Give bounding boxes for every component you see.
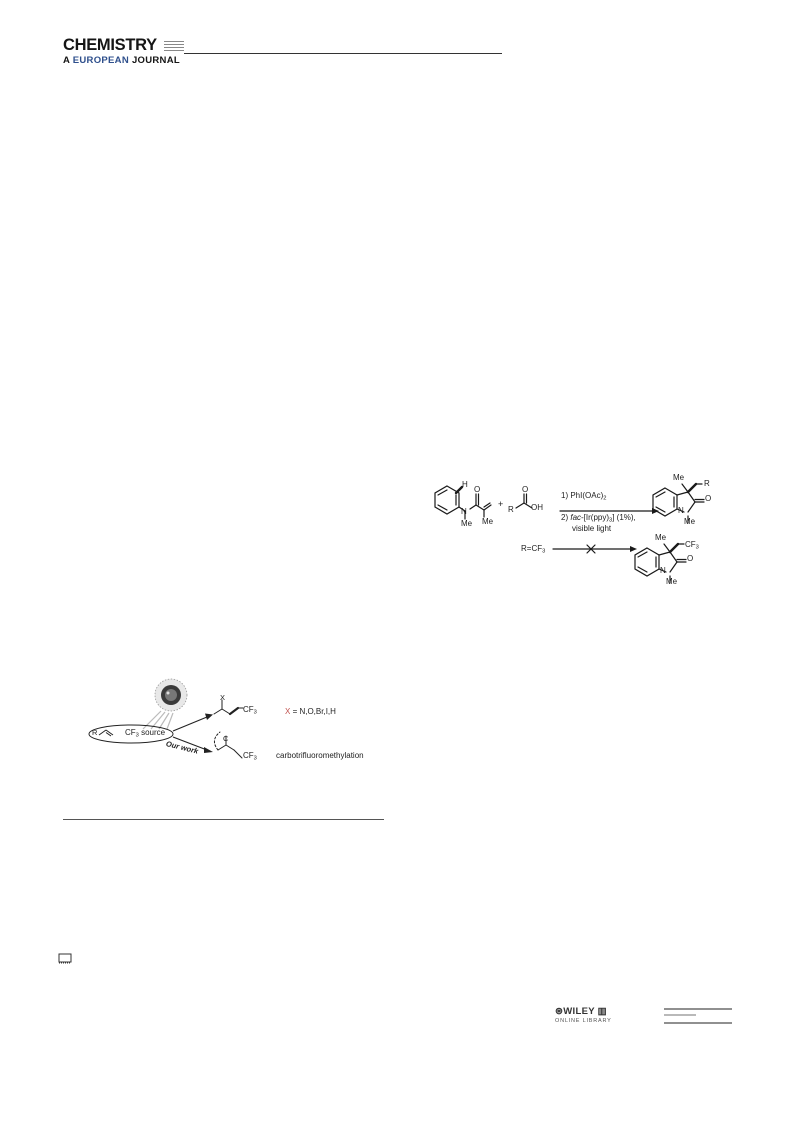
our-work-label: Our work [165,739,200,756]
sun-icon [155,679,187,711]
product1-r-label: R [704,479,710,488]
wiley-online-library-logo: ⊛WILEY ▥ ONLINE LIBRARY [555,1006,612,1024]
r-equals-cf3-label: $R=CF_3$ [521,544,546,555]
product-c-label: C [223,734,229,743]
product2-me-label: Me [655,533,667,542]
footnote-marker-icon [58,953,72,964]
product2-n-methyl-label: Me [666,577,678,586]
journal-title-underline [164,41,184,53]
acid-oh-label: OH [531,503,543,512]
condition-step-1: 1) $PhI(OAc)_2$ [561,491,607,502]
aryl-h-label: H [462,480,468,489]
product-bottom-cf3-label: $CF_3$ [243,751,257,762]
left-products-structures [210,692,270,762]
journal-title: CHEMISTRY [63,36,157,54]
product2-n-label: N [660,566,666,575]
product2-o-label: O [687,554,694,563]
header-rule [184,53,502,54]
product1-n-methyl-label: Me [684,517,696,526]
acid-r-label: R [508,505,514,514]
product-x-label: X [220,693,226,702]
product2-cf3-label: $CF_3$ [685,540,699,551]
left-alkene-r-label: R [92,728,98,737]
carbotrifluoromethylation-label: carbotrifluoromethylation [276,751,364,760]
condition-step-2: 2) fac-$[Ir(ppy)_3]$ (1%), [561,513,636,524]
amide-o-label: O [474,485,481,494]
wiley-swirl-icon: ⊛ [555,1006,564,1017]
footnote-rule [63,819,384,820]
acid-o-label: O [522,485,529,494]
library-book-icon: ▥ [594,1006,607,1017]
product-top-cf3-label: $CF_3$ [243,705,257,716]
cf3-source-label: $CF_3$ source [125,728,166,739]
journal-subtitle: A EUROPEAN JOURNAL [63,55,180,66]
product1-me-label: Me [673,473,685,482]
condition-visible-light: visible light [572,524,612,533]
product1-o-label: O [705,494,712,503]
footer-right-rules [664,1008,732,1024]
product1-n-label: N [678,506,684,515]
n-methyl-label: Me [461,519,473,528]
plus-sign: + [498,499,504,509]
alkene-methyl-label: Me [482,517,494,526]
x-definition-label: X = N,O,Br,I,H [285,707,336,716]
amide-n-label: N [461,507,467,516]
